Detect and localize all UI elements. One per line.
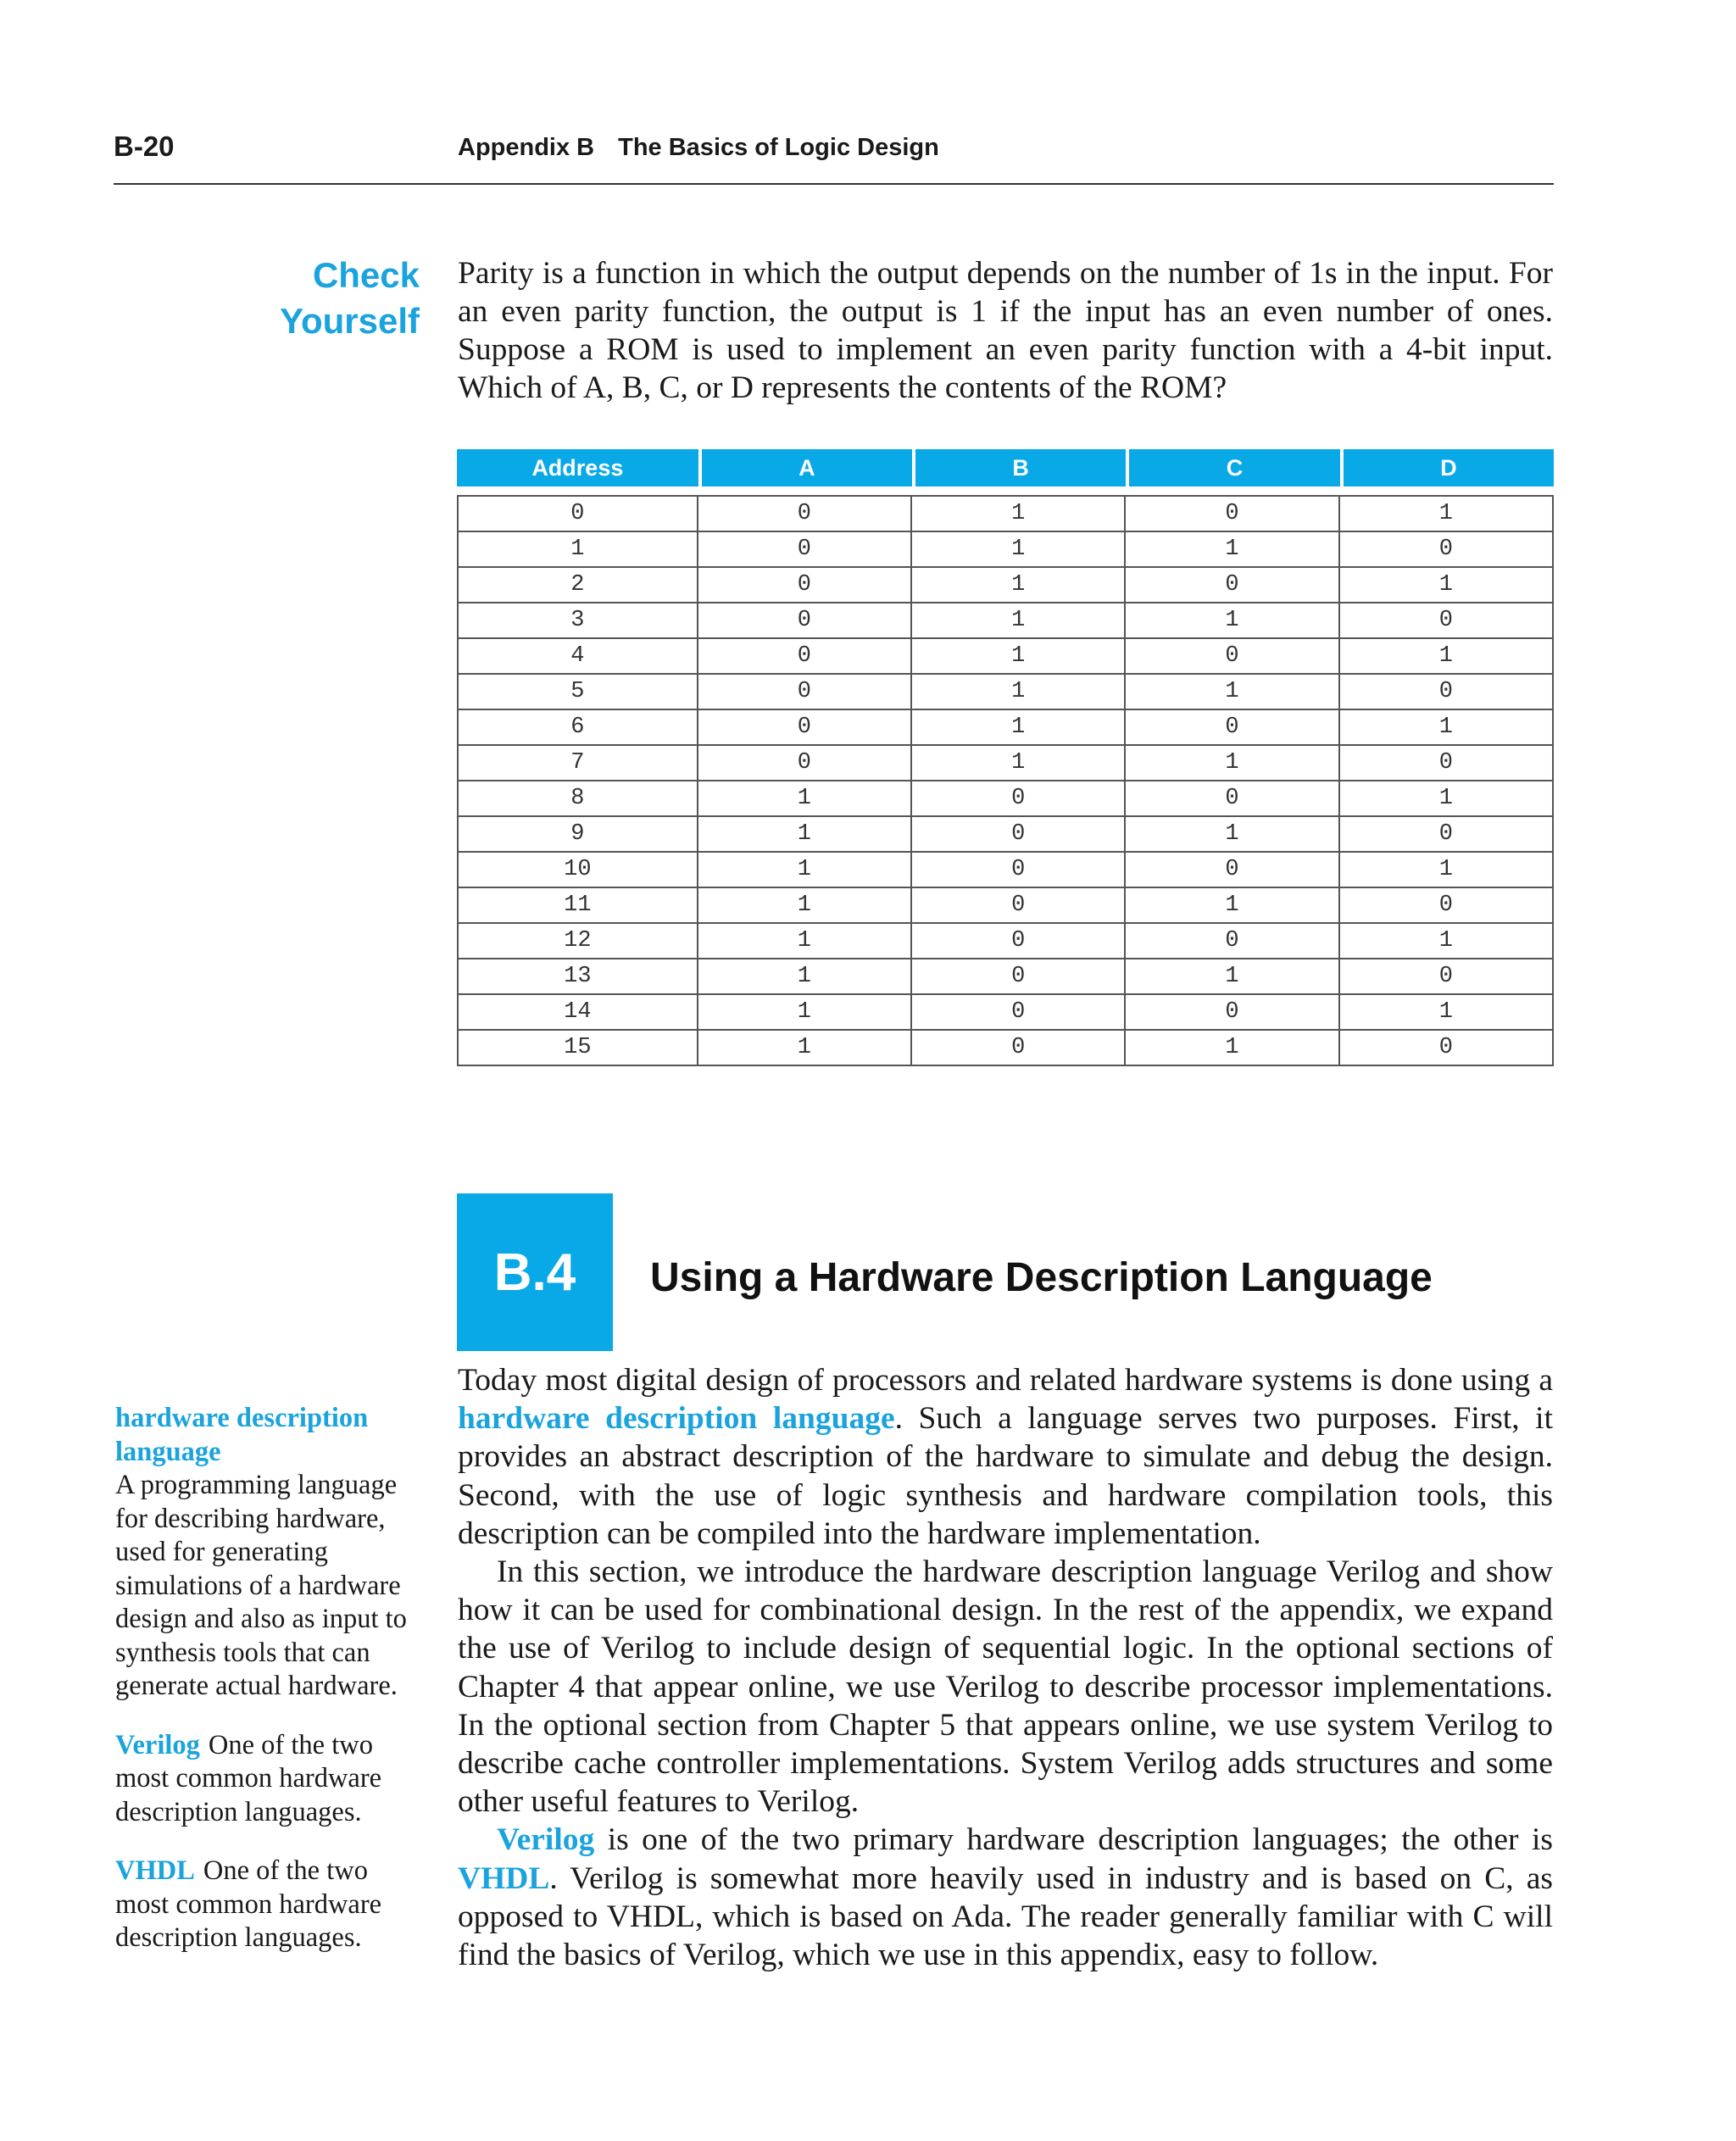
section-number-box (457, 1193, 613, 1351)
table-row (457, 568, 1554, 603)
table-cell: 1 (912, 746, 1126, 781)
table-cell: 1 (1340, 924, 1554, 959)
table-cell: 15 (457, 1031, 698, 1066)
table-row (457, 639, 1554, 675)
table-cell: 0 (912, 817, 1126, 853)
table-cell: 0 (912, 959, 1126, 995)
table-row (457, 603, 1554, 639)
table-cell: 1 (698, 1031, 912, 1066)
table-cell: 12 (457, 924, 698, 959)
margin-note-verilog (115, 1729, 414, 1830)
table-cell: 0 (1340, 532, 1554, 568)
page-header (114, 127, 1554, 185)
table-cell: 1 (1340, 495, 1554, 532)
table-row (457, 924, 1554, 959)
table-cell: 1 (1126, 532, 1339, 568)
table-row (457, 781, 1554, 817)
paragraph-text: . Such a language serves two purposes. First, it provides an abstract description of the hardware to simulate and debug the design. Second, with the use of logic synthesis and hardware compilation tools, this description can be compiled into the hardware implementation. (458, 1401, 1553, 1551)
header-d: D (1340, 449, 1554, 487)
table-cell: 1 (698, 817, 912, 853)
table-cell: 0 (698, 603, 912, 639)
paragraph-3 (458, 1821, 1553, 1974)
table-header-row (457, 449, 1554, 487)
table-cell: 1 (1126, 1031, 1339, 1066)
section-number: B.4 (493, 1243, 576, 1302)
table-cell: 1 (1126, 959, 1339, 995)
check-yourself-question: Parity is a function in which the output depends on the number of 1s in the input. For an even parity function, the output is 1 if the input has an even number of ones. Suppose a ROM is used to implement an even parity function with a 4-bit input. Which of A, B, C, or D represents the contents of the ROM? (458, 256, 1553, 405)
table-row (457, 888, 1554, 924)
table-row (457, 532, 1554, 568)
table-cell: 0 (912, 853, 1126, 888)
table-cell: 0 (912, 1031, 1126, 1066)
check-yourself-heading (203, 253, 420, 344)
margin-note-vhdl (115, 1855, 414, 1955)
table-cell: 0 (1126, 995, 1339, 1031)
table-cell: 1 (457, 532, 698, 568)
table-cell: 8 (457, 781, 698, 817)
table-cell: 1 (698, 995, 912, 1031)
table-cell: 0 (1340, 1031, 1554, 1066)
paragraph-1 (458, 1361, 1553, 1553)
table-cell: 1 (698, 959, 912, 995)
section-title: Using a Hardware Description Language (650, 1255, 1433, 1300)
table-cell: 0 (1126, 853, 1339, 888)
table-cell: 0 (1340, 746, 1554, 781)
table-cell: 0 (1340, 675, 1554, 710)
check-yourself-line1: Check (312, 255, 420, 295)
appendix-label: Appendix B (458, 134, 595, 161)
table-cell: 7 (457, 746, 698, 781)
table-cell: 0 (698, 532, 912, 568)
table-cell: 0 (1126, 924, 1339, 959)
table-row (457, 1031, 1554, 1066)
paragraph-2: In this section, we introduce the hardware description language Verilog and show how it can be used for combinational design. In the rest of the appendix, we expand the use of Verilog to include design of sequential logic. In the optional sections of Chapter 4 that appear online, we use Verilog to describe processor implementations. In the optional section from Chapter 5 that appears online, we use system Verilog to describe cache controller implementations. System Verilog adds structures and some other useful features to Verilog. (458, 1554, 1553, 1820)
table-row (457, 817, 1554, 853)
table-cell: 1 (1340, 568, 1554, 603)
table-cell: 0 (1126, 495, 1339, 532)
table-cell: 1 (1126, 675, 1339, 710)
table-cell: 10 (457, 853, 698, 888)
table-row (457, 675, 1554, 710)
table-cell: 0 (698, 746, 912, 781)
table-cell: 0 (1340, 603, 1554, 639)
table-cell: 4 (457, 639, 698, 675)
table-cell: 1 (698, 924, 912, 959)
table-cell: 0 (912, 924, 1126, 959)
table-cell: 13 (457, 959, 698, 995)
table-cell: 1 (912, 710, 1126, 746)
table-cell: 1 (1340, 639, 1554, 675)
table-cell: 1 (1340, 995, 1554, 1031)
table-cell: 0 (912, 888, 1126, 924)
table-cell: 0 (1340, 888, 1554, 924)
table-cell: 5 (457, 675, 698, 710)
table-cell: 0 (1126, 568, 1339, 603)
paragraph-text: . Verilog is somewhat more heavily used in industry and is based on C, as opposed to VHDL, which is based on Ada. The reader generally familiar with C will find the basics of Verilog, which we use in this appendix, easy to follow. (458, 1860, 1553, 1973)
body-text (458, 1361, 1553, 1974)
table-cell: 1 (698, 888, 912, 924)
table-cell: 1 (1340, 710, 1554, 746)
table-cell: 0 (1340, 817, 1554, 853)
margin-note-term: Verilog (115, 1729, 200, 1760)
table-cell: 0 (1126, 781, 1339, 817)
table-cell: 1 (912, 532, 1126, 568)
header-a: A (698, 449, 912, 487)
table-cell: 0 (698, 495, 912, 532)
margin-notes (115, 1402, 414, 1981)
header-b: B (912, 449, 1126, 487)
table-cell: 1 (912, 603, 1126, 639)
margin-note-term: hardware description language (115, 1403, 369, 1467)
table-cell: 6 (457, 710, 698, 746)
rom-table (457, 449, 1554, 1066)
margin-note-term: VHDL (115, 1855, 195, 1886)
table-cell: 1 (1126, 746, 1339, 781)
table-cell: 1 (1126, 888, 1339, 924)
paragraph-text: Today most digital design of processors and related hardware systems is done using a (458, 1363, 1553, 1398)
table-cell: 3 (457, 603, 698, 639)
margin-note-definition: A programming language for describing hardware, used for generating simulations of a hardware design and also as input to synthesis tools that can generate actual hardware. (115, 1470, 407, 1701)
table-cell: 1 (1340, 853, 1554, 888)
margin-note-hdl (115, 1402, 414, 1704)
term-vhdl: VHDL (458, 1860, 550, 1896)
table-cell: 1 (698, 853, 912, 888)
table-cell: 14 (457, 995, 698, 1031)
table-cell: 11 (457, 888, 698, 924)
table-cell: 1 (912, 675, 1126, 710)
table-row (457, 995, 1554, 1031)
table-cell: 2 (457, 568, 698, 603)
paragraph-text: is one of the two primary hardware description languages; the other is (594, 1822, 1553, 1858)
term-hardware-description-language: hardware description language (458, 1401, 895, 1437)
table-cell: 0 (912, 781, 1126, 817)
table-cell: 0 (457, 495, 698, 532)
table-cell: 1 (912, 495, 1126, 532)
margin-note-definition: One of the two most common hardware description languages. (115, 1855, 382, 1953)
running-head (458, 134, 939, 162)
table-cell: 1 (1126, 603, 1339, 639)
page-number: B-20 (114, 131, 175, 162)
table-cell: 1 (912, 568, 1126, 603)
term-verilog: Verilog (497, 1822, 595, 1858)
header-address: Address (457, 449, 698, 487)
chapter-title: The Basics of Logic Design (618, 134, 939, 161)
table-row (457, 853, 1554, 888)
table-cell: 0 (912, 995, 1126, 1031)
table-row (457, 959, 1554, 995)
table-cell: 0 (698, 639, 912, 675)
table-cell: 1 (1340, 781, 1554, 817)
table-row (457, 746, 1554, 781)
table-cell: 0 (698, 675, 912, 710)
table-cell: 0 (698, 710, 912, 746)
table-cell: 0 (1340, 959, 1554, 995)
table-cell: 0 (698, 568, 912, 603)
check-yourself-line2: Yourself (280, 301, 420, 341)
table-row (457, 710, 1554, 746)
header-c: C (1126, 449, 1339, 487)
table-cell: 0 (1126, 710, 1339, 746)
table-cell: 1 (1126, 817, 1339, 853)
table-cell: 9 (457, 817, 698, 853)
margin-note-definition: One of the two most common hardware description languages. (115, 1729, 382, 1827)
table-cell: 1 (912, 639, 1126, 675)
table-cell: 1 (698, 781, 912, 817)
table-cell: 0 (1126, 639, 1339, 675)
table-row (457, 495, 1554, 532)
